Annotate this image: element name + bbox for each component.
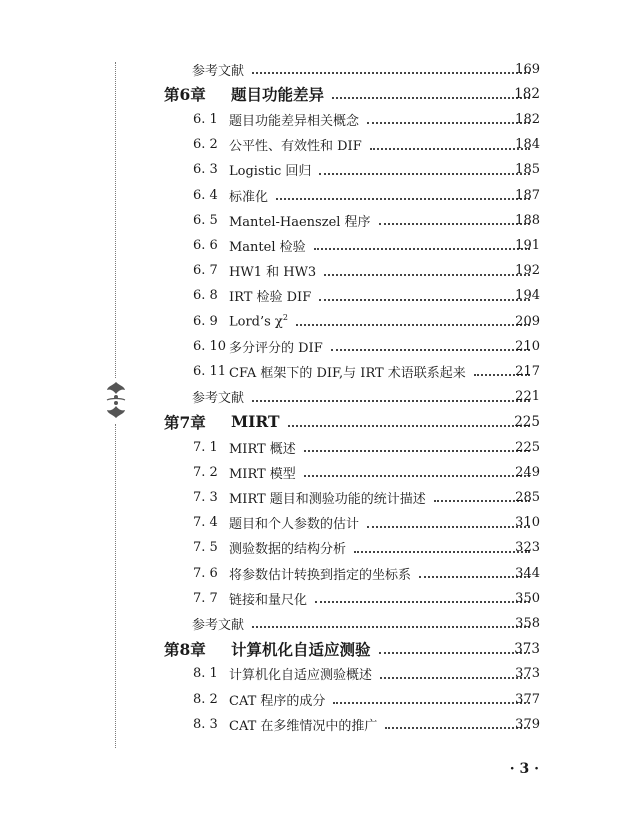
toc-entry-number: 7. 1	[193, 439, 218, 455]
toc-page-number: 373	[515, 666, 540, 682]
toc-entry-number: 6. 3	[193, 162, 218, 178]
toc-entry-title-text: MIRT	[231, 412, 280, 432]
toc-entry-title	[229, 261, 316, 280]
toc-section-row	[0, 209, 633, 231]
toc-entry-title-text: 题目和个人参数的估计	[229, 517, 360, 533]
toc-leader-dots	[319, 173, 530, 175]
toc-section-row	[0, 360, 633, 382]
toc-leader-dots	[324, 274, 530, 276]
toc-entry-title	[229, 715, 377, 734]
toc-entry-title	[229, 438, 296, 457]
toc-section-row	[0, 108, 633, 130]
toc-entry-title-text: 公平性、有效性和 DIF	[229, 139, 362, 155]
toc-entry-title	[192, 614, 244, 633]
toc-entry-title	[192, 387, 244, 406]
page-number: · 3 ·	[509, 761, 539, 777]
toc-leader-dots	[252, 400, 530, 402]
toc-entry-title	[229, 690, 325, 709]
toc-page-number: 188	[515, 212, 540, 228]
toc-leader-dots	[296, 324, 530, 326]
toc-entry-title-text: 测验数据的结构分析	[229, 542, 347, 558]
toc-page-number: 379	[515, 716, 540, 732]
toc-entry-number: 8. 1	[193, 666, 218, 682]
toc-page-number: 194	[515, 288, 540, 304]
toc-entry-title-text: 计算机化自适应测验	[231, 639, 371, 659]
toc-section-row	[0, 184, 633, 206]
toc-section-row	[0, 285, 633, 307]
toc-section-row	[0, 310, 633, 332]
toc-entry-title-text: MIRT 题目和测验功能的统计描述	[229, 491, 426, 507]
toc-section-row	[0, 436, 633, 458]
toc-page-number: 323	[515, 540, 540, 556]
toc-entry-number: 6. 11	[193, 363, 227, 379]
toc-entry-title-text: IRT 检验 DIF	[229, 290, 312, 306]
toc-page-number: 182	[514, 86, 540, 103]
toc-leader-dots	[288, 425, 530, 427]
toc-section-row	[0, 587, 633, 609]
toc-entry-title	[192, 60, 244, 79]
toc-page-number: 192	[515, 263, 540, 279]
toc-entry-number: 7. 4	[193, 515, 218, 531]
toc-entry-title	[229, 286, 311, 305]
toc-page-number: 169	[515, 61, 540, 77]
toc-leader-dots	[379, 652, 530, 654]
toc-section-row	[0, 461, 633, 483]
toc-leader-dots	[385, 727, 530, 729]
toc-entry-title-text: MIRT 模型	[229, 466, 296, 482]
toc-entry-title-text: 将参数估计转换到指定的坐标系	[229, 567, 412, 583]
toc-entry-title-text: 题目功能差异	[231, 85, 325, 105]
toc-page-number: 185	[515, 162, 540, 178]
toc-page-number: 285	[515, 489, 540, 505]
toc-entry-number: 第7章	[164, 412, 206, 432]
toc-entry-number: 6. 1	[193, 111, 218, 127]
toc-section-row	[0, 537, 633, 559]
toc-entry-number: 7. 2	[193, 464, 218, 480]
toc-leader-dots	[314, 248, 530, 250]
toc-entry-title	[229, 313, 288, 329]
toc-entry-title	[229, 160, 311, 179]
toc-entry-number: 8. 2	[193, 691, 218, 707]
toc-page-number: 225	[515, 439, 540, 455]
toc-page-number: 377	[515, 691, 540, 707]
toc-leader-dots	[419, 576, 530, 578]
toc-leader-dots	[276, 198, 530, 200]
toc-section-row	[0, 260, 633, 282]
toc-leader-dots	[333, 702, 530, 704]
toc-references-row	[0, 386, 633, 408]
toc-page-number: 191	[515, 237, 540, 253]
toc-entry-number: 8. 3	[193, 716, 218, 732]
toc-section-row	[0, 234, 633, 256]
toc-entry-title	[229, 538, 346, 557]
toc-entry-number: 7. 3	[193, 489, 218, 505]
toc-entry-title	[229, 513, 359, 532]
toc-entry-title-text: HW1 和 HW3	[229, 265, 317, 281]
toc-entry-number: 6. 6	[193, 237, 218, 253]
toc-entry-number: 6. 2	[193, 137, 218, 153]
toc-page-number: 225	[514, 413, 540, 430]
toc-page-number: 217	[515, 363, 540, 379]
toc-entry-superscript: 2	[282, 312, 288, 322]
toc-leader-dots	[304, 450, 530, 452]
toc-entry-title	[229, 488, 426, 507]
toc-entry-title-text: 链接和量尺化	[229, 592, 308, 608]
toc-leader-dots	[370, 148, 530, 150]
toc-leader-dots	[252, 626, 530, 628]
toc-section-row	[0, 688, 633, 710]
toc-entry-title	[229, 362, 466, 381]
toc-page-number: 358	[515, 615, 540, 631]
toc-leader-dots	[367, 122, 530, 124]
toc-leader-dots	[332, 97, 530, 99]
toc-entry-title-text: Mantel 检验	[229, 239, 306, 255]
toc-leader-dots	[319, 299, 530, 301]
toc-references-row	[0, 612, 633, 634]
toc-entry-title	[229, 564, 411, 583]
toc-entry-number: 7. 7	[193, 590, 218, 606]
toc-entry-title	[229, 211, 371, 230]
toc-entry-title	[229, 664, 372, 683]
toc-page-number: 210	[515, 338, 540, 354]
toc-entry-title	[231, 83, 324, 105]
toc-section-row	[0, 134, 633, 156]
toc-entry-title	[229, 186, 268, 205]
toc-entry-number: 7. 6	[193, 565, 218, 581]
toc-chapter-row	[0, 411, 633, 433]
toc-entry-title	[229, 589, 307, 608]
toc-entry-title	[229, 236, 306, 255]
toc-chapter-row	[0, 638, 633, 660]
toc-section-row	[0, 663, 633, 685]
toc-page-number: 350	[515, 590, 540, 606]
toc-entry-title	[229, 110, 359, 129]
toc-page-number: 187	[515, 187, 540, 203]
toc-entry-number: 6. 4	[193, 187, 218, 203]
toc-entry-number: 6. 9	[193, 313, 218, 329]
toc-entry-title	[229, 463, 296, 482]
toc-section-row	[0, 512, 633, 534]
toc-entry-title-text: Mantel-Haenszel 程序	[229, 214, 371, 230]
toc-entry-title-text: 参考文献	[192, 391, 245, 407]
toc-leader-dots	[304, 475, 530, 477]
toc-entry-title-text: CFA 框架下的 DIF,与 IRT 术语联系起来	[229, 365, 466, 381]
toc-entry-title	[229, 337, 323, 356]
toc-entry-title-text: 参考文献	[192, 63, 245, 79]
toc-page-number: 184	[515, 137, 540, 153]
toc-leader-dots	[331, 349, 530, 351]
toc-entry-title-text: 计算机化自适应测验概述	[229, 668, 373, 684]
toc-entry-number: 第8章	[164, 639, 206, 659]
toc-entry-title-text: 题目功能差异相关概念	[229, 113, 360, 129]
toc-page-number: 249	[515, 464, 540, 480]
toc-entry-number: 6. 5	[193, 212, 218, 228]
toc-section-row	[0, 159, 633, 181]
toc-entry-title-text: Logistic 回归	[229, 164, 312, 180]
toc-entry-title	[231, 638, 371, 660]
toc-leader-dots	[354, 551, 530, 553]
toc-entry-title-text: 多分评分的 DIF	[229, 340, 323, 356]
toc-section-row	[0, 335, 633, 357]
toc-section-row	[0, 562, 633, 584]
toc-section-row	[0, 486, 633, 508]
toc-leader-dots	[315, 601, 530, 603]
toc-entry-title-text: 标准化	[229, 189, 269, 205]
toc-entry-title-text: CAT 程序的成分	[229, 693, 326, 709]
toc-page-number: 221	[515, 389, 540, 405]
toc-page-number: 373	[514, 640, 540, 657]
toc-leader-dots	[380, 677, 530, 679]
toc-entry-title-text: CAT 在多维情况中的推广	[229, 718, 378, 734]
toc-entry-number: 6. 7	[193, 263, 218, 279]
toc-entry-title-text: 参考文献	[192, 617, 245, 633]
toc-leader-dots	[367, 526, 530, 528]
toc-section-row	[0, 713, 633, 735]
toc-entry-title-text: Lord’s χ	[229, 314, 283, 330]
toc-entry-number: 6. 8	[193, 288, 218, 304]
toc-page-number: 310	[515, 515, 540, 531]
toc-page-number: 344	[515, 565, 540, 581]
toc-entry-title	[231, 412, 280, 431]
toc-entry-number: 第6章	[164, 85, 206, 105]
toc-page-number: 209	[515, 313, 540, 329]
toc-entry-number: 6. 10	[193, 338, 227, 354]
toc-entry-title-text: MIRT 概述	[229, 441, 296, 457]
toc-page-number: 182	[515, 111, 540, 127]
toc-entry-number: 7. 5	[193, 540, 218, 556]
toc-chapter-row	[0, 83, 633, 105]
toc-leader-dots	[252, 72, 530, 74]
toc-leader-dots	[379, 223, 530, 225]
toc-entry-title	[229, 135, 362, 154]
toc-references-row	[0, 58, 633, 80]
